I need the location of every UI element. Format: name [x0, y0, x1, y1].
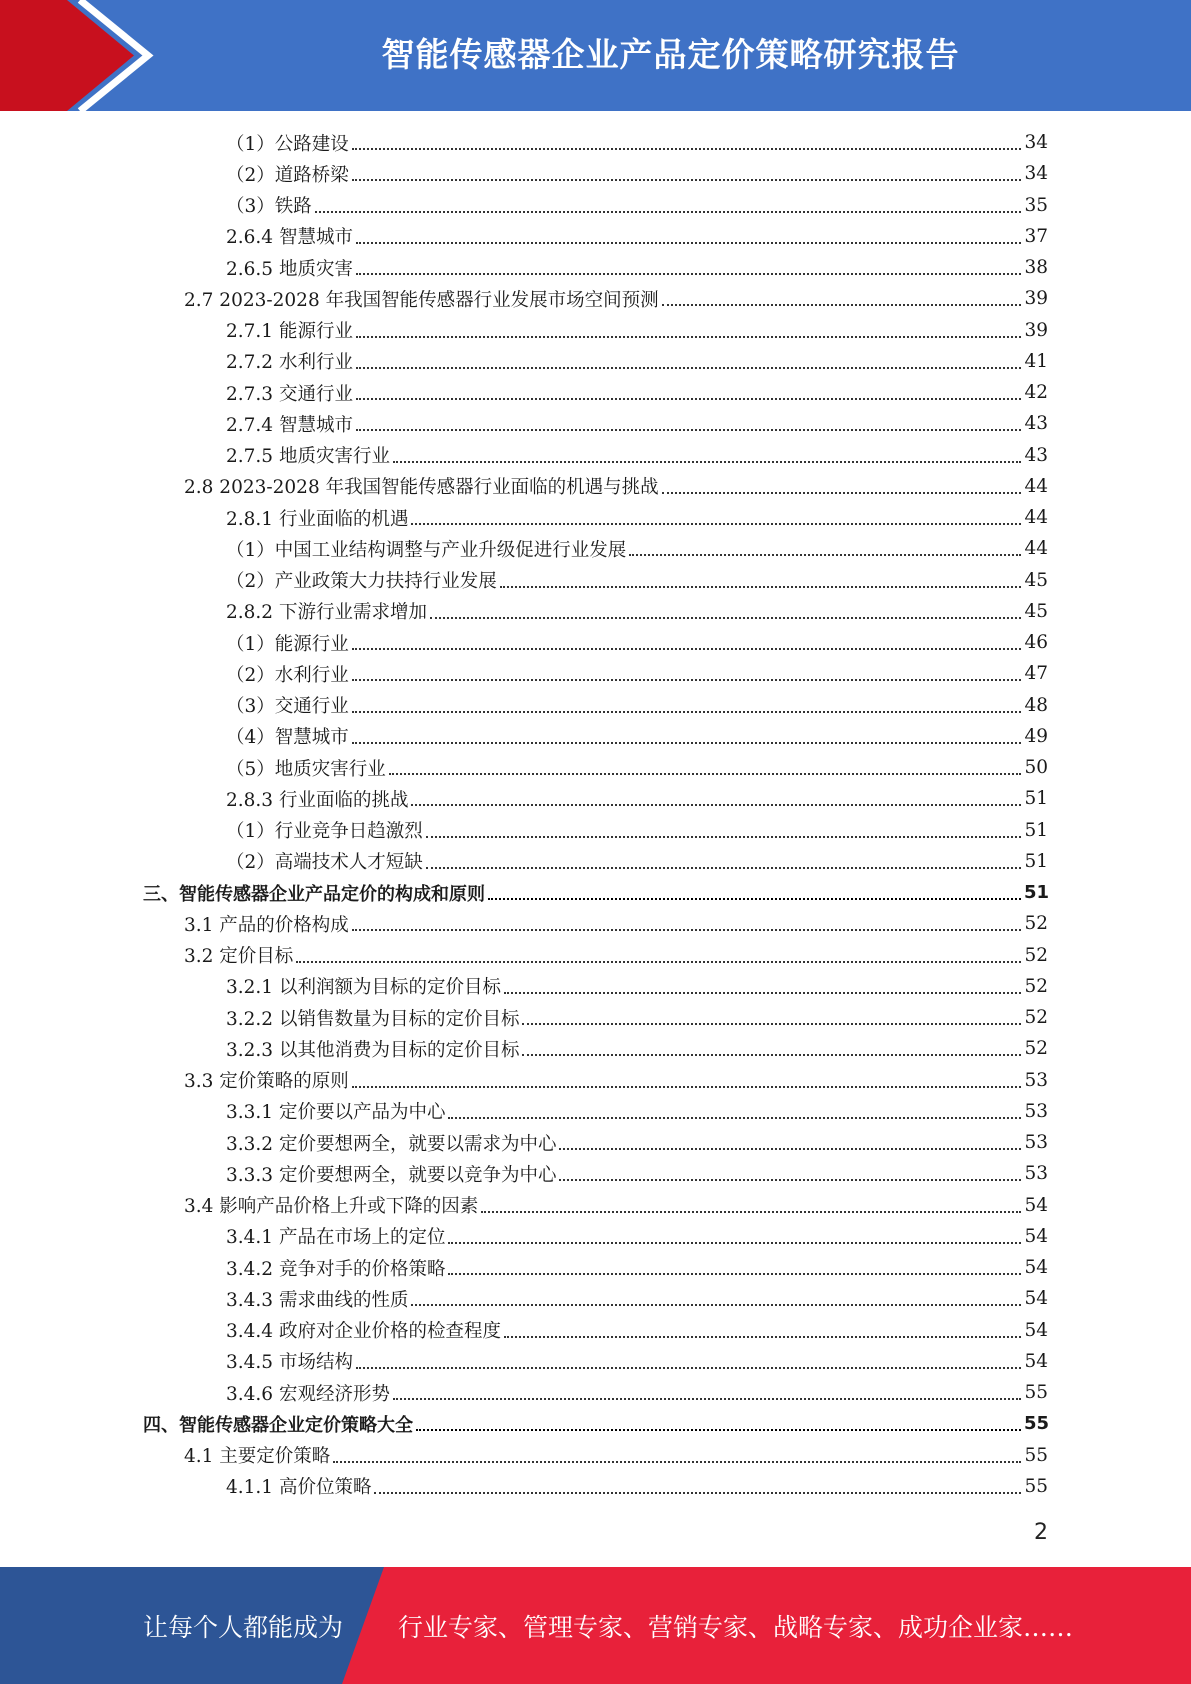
toc-entry-page: 54 [1024, 1257, 1048, 1279]
toc-entry-page: 51 [1024, 850, 1048, 872]
toc-entry[interactable] [0, 1065, 1191, 1096]
toc-entry-page: 54 [1024, 1319, 1048, 1341]
toc-leader-dots [393, 461, 1021, 463]
toc-entry[interactable] [0, 252, 1191, 283]
toc-entry[interactable] [0, 1002, 1191, 1033]
toc-entry-page: 52 [1024, 975, 1048, 997]
toc-entry-page: 47 [1024, 663, 1048, 685]
toc-leader-dots [352, 1086, 1021, 1088]
toc-entry-label: 4.1.1 高价位策略 [226, 1477, 372, 1499]
toc-entry-label: 2.7.3 交通行业 [226, 383, 353, 405]
toc-entry-label: （1）行业竞争日趋激烈 [226, 821, 423, 843]
toc-entry[interactable] [0, 471, 1191, 502]
toc-entry-label: 3.3 定价策略的原则 [184, 1071, 349, 1093]
toc-entry-label: 3.4 影响产品价格上升或下降的因素 [184, 1196, 479, 1218]
toc-entry[interactable] [0, 1158, 1191, 1189]
toc-entry-label: 2.7.4 智慧城市 [226, 414, 353, 436]
toc-entry[interactable] [0, 908, 1191, 939]
toc-entry-page: 39 [1024, 288, 1048, 310]
toc-entry[interactable] [0, 1471, 1191, 1502]
toc-entry[interactable] [0, 971, 1191, 1002]
toc-entry-label: 3.1 产品的价格构成 [184, 914, 349, 936]
toc-leader-dots [352, 648, 1021, 650]
toc-entry-page: 49 [1024, 725, 1048, 747]
toc-leader-dots [430, 617, 1021, 619]
toc-entry-label: （2）产业政策大力扶持行业发展 [226, 571, 497, 593]
toc-entry-label: （4）智慧城市 [226, 727, 349, 749]
toc-entry-label: 三、智能传感器企业产品定价的构成和原则 [143, 883, 485, 905]
toc-entry-page: 48 [1024, 694, 1048, 716]
toc-entry[interactable] [0, 1096, 1191, 1127]
toc-leader-dots [426, 836, 1021, 838]
report-title: 智能传感器企业产品定价策略研究报告 [381, 34, 960, 74]
toc-entry-label: 2.8 2023-2028 年我国智能传感器行业面临的机遇与挑战 [184, 477, 659, 499]
header-chevron-icon [0, 0, 160, 111]
toc-entry-label: 3.3.1 定价要以产品为中心 [226, 1102, 446, 1124]
toc-leader-dots [352, 679, 1021, 681]
toc-entry-label: 3.4.3 需求曲线的性质 [226, 1289, 409, 1311]
toc-entry[interactable] [0, 1346, 1191, 1377]
toc-entry-label: 3.2.3 以其他消费为目标的定价目标 [226, 1039, 520, 1061]
toc-entry[interactable] [0, 440, 1191, 471]
toc-entry-label: 2.6.5 地质灾害 [226, 258, 353, 280]
toc-entry[interactable] [0, 1190, 1191, 1221]
toc-entry[interactable] [0, 815, 1191, 846]
toc-entry-page: 52 [1024, 913, 1048, 935]
toc-entry-label: 4.1 主要定价策略 [184, 1446, 331, 1468]
toc-entry-page: 53 [1024, 1132, 1048, 1154]
toc-entry[interactable] [0, 502, 1191, 533]
toc-entry-label: （5）地质灾害行业 [226, 758, 386, 780]
toc-entry-page: 45 [1024, 600, 1048, 622]
toc-entry-page: 52 [1024, 1038, 1048, 1060]
toc-entry-page: 51 [1024, 788, 1048, 810]
toc-entry-label: （1）公路建设 [226, 133, 349, 155]
toc-leader-dots [522, 1054, 1021, 1056]
toc-leader-dots [374, 1492, 1021, 1494]
footer-slogan-left: 让每个人都能成为 [143, 1612, 344, 1642]
page-number: 2 [1034, 1520, 1048, 1545]
toc-entry-label: （3）交通行业 [226, 696, 349, 718]
toc-leader-dots [662, 492, 1021, 494]
toc-entry-page: 54 [1024, 1194, 1048, 1216]
toc-leader-dots [411, 1304, 1021, 1306]
toc-entry-page: 54 [1024, 1288, 1048, 1310]
toc-entry[interactable] [0, 377, 1191, 408]
toc-entry-page: 44 [1024, 507, 1048, 529]
table-of-contents [0, 127, 1191, 1502]
toc-entry-page: 43 [1024, 413, 1048, 435]
toc-entry-page: 55 [1024, 1413, 1050, 1435]
toc-entry-label: 3.3.3 定价要想两全，就要以竞争为中心 [226, 1164, 557, 1186]
toc-entry[interactable] [0, 221, 1191, 252]
toc-entry-label: 2.7 2023-2028 年我国智能传感器行业发展市场空间预测 [184, 289, 659, 311]
toc-entry[interactable] [0, 877, 1191, 908]
toc-leader-dots [448, 1242, 1021, 1244]
toc-leader-dots [389, 773, 1021, 775]
toc-entry-label: （2）水利行业 [226, 664, 349, 686]
page-footer [0, 1567, 1191, 1684]
toc-entry[interactable] [0, 1377, 1191, 1408]
toc-entry-page: 50 [1024, 757, 1048, 779]
toc-entry-page: 54 [1024, 1350, 1048, 1372]
toc-entry-label: 3.4.6 宏观经济形势 [226, 1383, 390, 1405]
toc-leader-dots [352, 929, 1021, 931]
toc-entry-page: 55 [1024, 1475, 1048, 1497]
toc-leader-dots [356, 429, 1021, 431]
toc-leader-dots [315, 211, 1021, 213]
toc-leader-dots [629, 554, 1021, 556]
toc-entry-page: 37 [1024, 225, 1048, 247]
toc-entry[interactable] [0, 658, 1191, 689]
toc-entry-page: 51 [1024, 882, 1050, 904]
toc-leader-dots [559, 1148, 1021, 1150]
toc-entry[interactable] [0, 846, 1191, 877]
toc-entry-label: （3）铁路 [226, 196, 312, 218]
toc-entry-page: 52 [1024, 1007, 1048, 1029]
toc-entry-label: 3.4.4 政府对企业价格的检查程度 [226, 1321, 501, 1343]
toc-entry-page: 35 [1024, 194, 1048, 216]
toc-entry-label: 四、智能传感器企业定价策略大全 [143, 1414, 413, 1436]
toc-entry[interactable] [0, 158, 1191, 189]
toc-entry-page: 34 [1024, 132, 1048, 154]
toc-entry[interactable] [0, 940, 1191, 971]
toc-entry-label: 3.2.2 以销售数量为目标的定价目标 [226, 1008, 520, 1030]
toc-entry[interactable] [0, 1408, 1191, 1439]
toc-entry[interactable] [0, 627, 1191, 658]
toc-leader-dots [296, 961, 1021, 963]
toc-entry-page: 38 [1024, 257, 1048, 279]
toc-entry[interactable] [0, 283, 1191, 314]
toc-entry-page: 42 [1024, 382, 1048, 404]
toc-leader-dots [356, 367, 1021, 369]
footer-slogan-right: 行业专家、管理专家、营销专家、战略专家、成功企业家…… [398, 1612, 1074, 1642]
toc-leader-dots [356, 336, 1021, 338]
toc-entry-label: 2.7.2 水利行业 [226, 352, 353, 374]
toc-leader-dots [416, 1429, 1021, 1431]
toc-entry-page: 41 [1024, 350, 1048, 372]
toc-leader-dots [488, 898, 1021, 900]
toc-entry[interactable] [0, 596, 1191, 627]
toc-leader-dots [504, 992, 1021, 994]
toc-leader-dots [559, 1179, 1021, 1181]
toc-entry-page: 46 [1024, 632, 1048, 654]
toc-leader-dots [356, 1367, 1021, 1369]
toc-entry[interactable] [0, 1033, 1191, 1064]
toc-entry-label: 2.8.2 下游行业需求增加 [226, 602, 427, 624]
toc-leader-dots [448, 1273, 1021, 1275]
toc-leader-dots [393, 1398, 1021, 1400]
toc-entry[interactable] [0, 721, 1191, 752]
toc-entry-label: 3.2 定价目标 [184, 946, 294, 968]
toc-entry-label: 2.6.4 智慧城市 [226, 227, 353, 249]
toc-entry[interactable] [0, 1315, 1191, 1346]
toc-entry-page: 34 [1024, 163, 1048, 185]
toc-leader-dots [333, 1461, 1021, 1463]
toc-entry-label: （1）中国工业结构调整与产业升级促进行业发展 [226, 539, 627, 561]
toc-entry[interactable] [0, 1252, 1191, 1283]
toc-entry-page: 53 [1024, 1100, 1048, 1122]
toc-entry-label: 3.3.2 定价要想两全，就要以需求为中心 [226, 1133, 557, 1155]
toc-entry-page: 53 [1024, 1163, 1048, 1185]
toc-entry-label: （1）能源行业 [226, 633, 349, 655]
toc-entry[interactable] [0, 1283, 1191, 1314]
toc-leader-dots [448, 1117, 1021, 1119]
toc-leader-dots [356, 273, 1021, 275]
toc-entry[interactable] [0, 1127, 1191, 1158]
toc-leader-dots [411, 523, 1021, 525]
toc-entry-label: （2）高端技术人才短缺 [226, 852, 423, 874]
toc-leader-dots [356, 242, 1021, 244]
toc-entry-page: 44 [1024, 538, 1048, 560]
toc-entry[interactable] [0, 408, 1191, 439]
toc-entry-page: 53 [1024, 1069, 1048, 1091]
toc-leader-dots [662, 304, 1021, 306]
toc-entry-page: 44 [1024, 475, 1048, 497]
toc-leader-dots [500, 586, 1021, 588]
toc-entry[interactable] [0, 783, 1191, 814]
toc-entry-page: 51 [1024, 819, 1048, 841]
toc-entry-label: 3.4.2 竞争对手的价格策略 [226, 1258, 446, 1280]
toc-entry-label: 2.8.1 行业面临的机遇 [226, 508, 409, 530]
toc-leader-dots [481, 1211, 1021, 1213]
toc-entry-page: 55 [1024, 1382, 1048, 1404]
toc-leader-dots [411, 804, 1021, 806]
toc-entry-label: 2.8.3 行业面临的挑战 [226, 789, 409, 811]
toc-entry[interactable] [0, 752, 1191, 783]
toc-entry[interactable] [0, 315, 1191, 346]
toc-entry[interactable] [0, 190, 1191, 221]
toc-entry-label: 3.4.1 产品在市场上的定位 [226, 1227, 446, 1249]
toc-entry-page: 55 [1024, 1444, 1048, 1466]
toc-entry[interactable] [0, 565, 1191, 596]
toc-entry-page: 43 [1024, 444, 1048, 466]
toc-leader-dots [426, 867, 1021, 869]
toc-leader-dots [352, 742, 1021, 744]
toc-entry[interactable] [0, 690, 1191, 721]
toc-entry-label: 3.4.5 市场结构 [226, 1352, 353, 1374]
toc-entry-label: 2.7.1 能源行业 [226, 321, 353, 343]
toc-entry[interactable] [0, 1221, 1191, 1252]
toc-entry-label: 2.7.5 地质灾害行业 [226, 446, 390, 468]
toc-leader-dots [352, 148, 1021, 150]
toc-leader-dots [356, 398, 1021, 400]
toc-entry[interactable] [0, 346, 1191, 377]
toc-leader-dots [504, 1336, 1021, 1338]
toc-entry-page: 39 [1024, 319, 1048, 341]
toc-entry-page: 52 [1024, 944, 1048, 966]
toc-leader-dots [522, 1023, 1021, 1025]
toc-entry[interactable] [0, 1440, 1191, 1471]
page-header [0, 0, 1191, 111]
toc-entry-label: （2）道路桥梁 [226, 164, 349, 186]
toc-entry[interactable] [0, 533, 1191, 564]
toc-leader-dots [352, 179, 1021, 181]
toc-entry-label: 3.2.1 以利润额为目标的定价目标 [226, 977, 501, 999]
toc-entry-page: 54 [1024, 1225, 1048, 1247]
toc-leader-dots [352, 711, 1021, 713]
toc-entry-page: 45 [1024, 569, 1048, 591]
toc-entry[interactable] [0, 127, 1191, 158]
